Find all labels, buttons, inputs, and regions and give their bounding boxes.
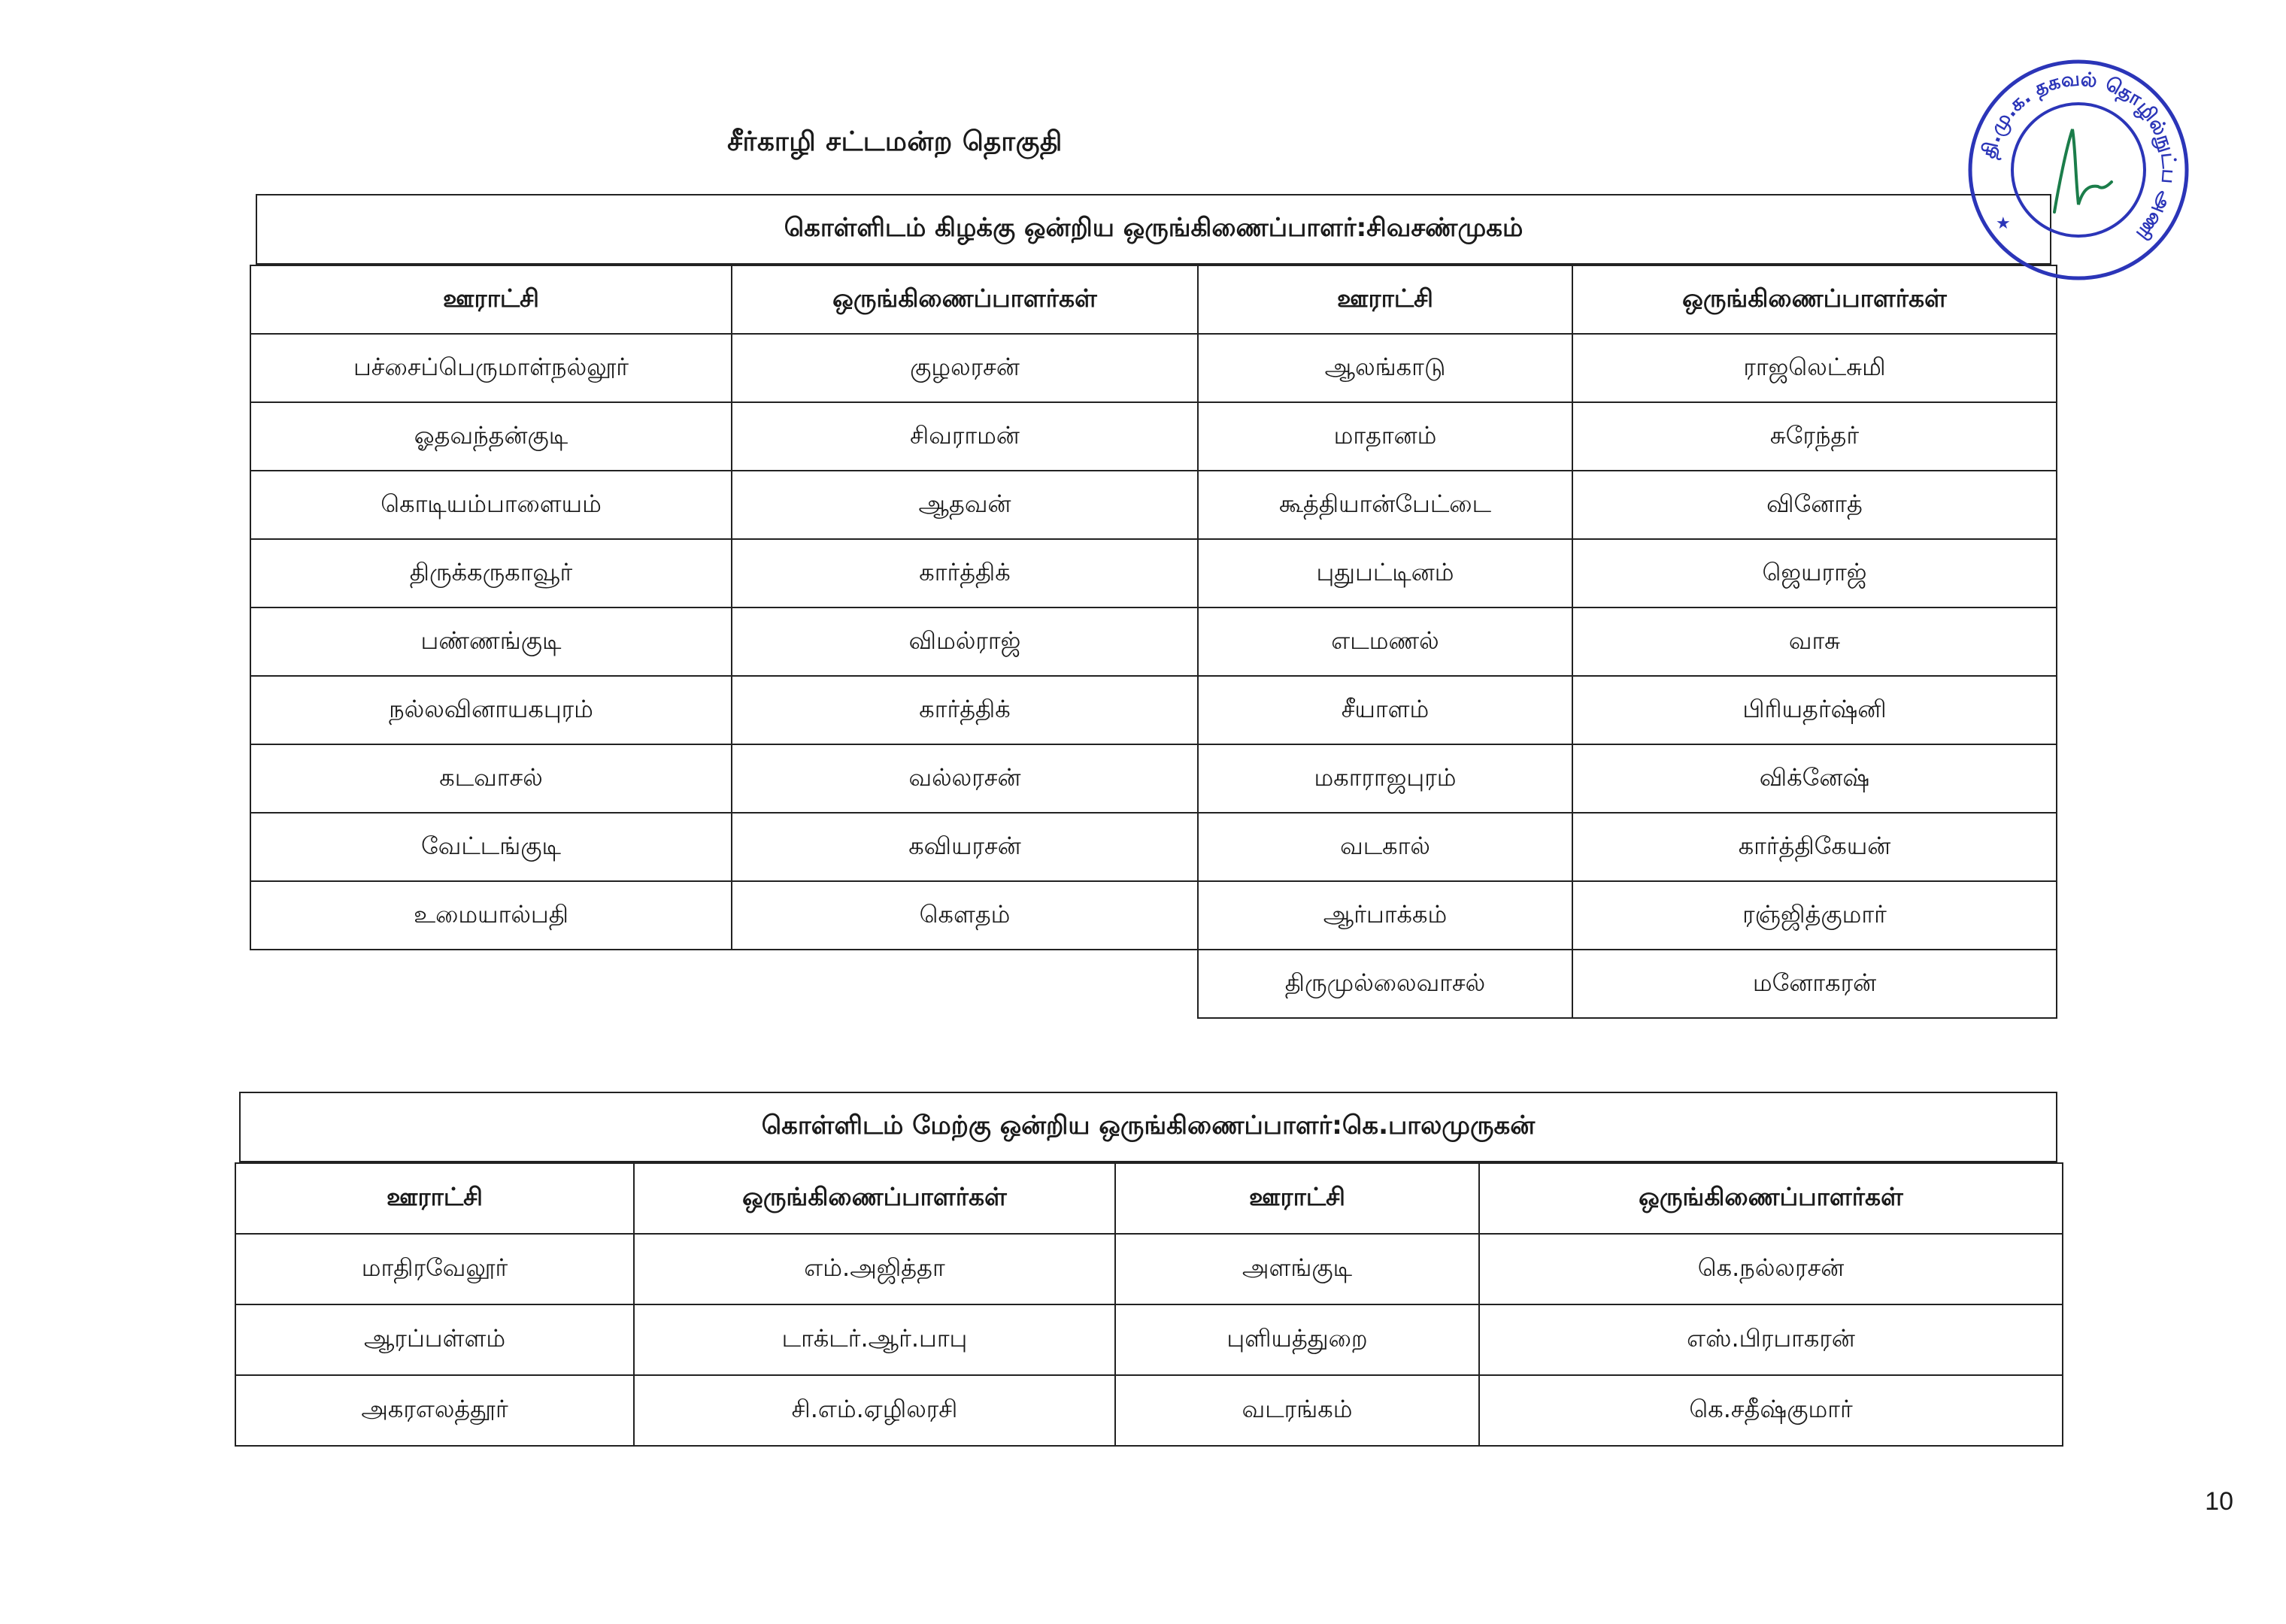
coordinator-cell: வல்லரசன் <box>732 744 1198 813</box>
panchayat-cell: ஓதவந்தன்குடி <box>250 402 732 471</box>
panchayat-cell: திருக்கருகாவூர் <box>250 539 732 607</box>
table-row <box>250 813 1198 881</box>
page-number: 10 <box>2205 1487 2233 1516</box>
table-row <box>1198 402 2057 471</box>
column-header-coordinators: ஒருங்கிணைப்பாளர்கள் <box>634 1163 1115 1234</box>
coordinator-cell: மனோகரன் <box>1572 950 2057 1018</box>
coordinator-cell: கார்த்திக் <box>732 539 1198 607</box>
coordinator-cell: குழலரசன் <box>732 334 1198 402</box>
coordinator-cell: சுரேந்தர் <box>1572 402 2057 471</box>
coordinator-cell: வினோத் <box>1572 471 2057 539</box>
column-header-panchayat: ஊராட்சி <box>1198 265 1572 334</box>
panchayat-cell: அளங்குடி <box>1115 1234 1479 1304</box>
panchayat-cell: மகாராஜபுரம் <box>1198 744 1572 813</box>
column-header-coordinators: ஒருங்கிணைப்பாளர்கள் <box>1479 1163 2063 1234</box>
panchayat-cell: உமையால்பதி <box>250 881 732 950</box>
coordinator-cell: ஜெயராஜ் <box>1572 539 2057 607</box>
coordinator-cell: கெ.சதீஷ்குமார் <box>1479 1375 2063 1446</box>
section1-header: கொள்ளிடம் கிழக்கு ஒன்றிய ஒருங்கிணைப்பாளர்:சிவசண்முகம் <box>256 194 2051 265</box>
seal-star-icon: ★ <box>1996 214 2011 233</box>
column-header-panchayat: ஊராட்சி <box>235 1163 634 1234</box>
panchayat-cell: அகரஎலத்தூர் <box>235 1375 634 1446</box>
coordinator-cell: கெ.நல்லரசன் <box>1479 1234 2063 1304</box>
table-row <box>1198 334 2057 402</box>
table-row <box>250 881 1198 950</box>
column-header-panchayat: ஊராட்சி <box>1115 1163 1479 1234</box>
coordinator-cell: கவியரசன் <box>732 813 1198 881</box>
table-row <box>1198 881 2057 950</box>
panchayat-cell: மாதானம் <box>1198 402 1572 471</box>
panchayat-cell: வேட்டங்குடி <box>250 813 732 881</box>
coordinator-cell: கௌதம் <box>732 881 1198 950</box>
seal-inner-ring <box>2012 104 2145 236</box>
panchayat-cell: ஆலங்காடு <box>1198 334 1572 402</box>
table-row <box>235 1304 2063 1375</box>
panchayat-cell: வடகால் <box>1198 813 1572 881</box>
section1-left-table <box>250 265 1199 950</box>
table-row <box>235 1234 2063 1304</box>
coordinator-cell: ரஞ்ஜித்குமார் <box>1572 881 2057 950</box>
coordinator-cell: எம்.அஜித்தா <box>634 1234 1115 1304</box>
section1-right-table <box>1197 265 2057 1019</box>
section2-table <box>235 1162 2063 1447</box>
table-row <box>1198 744 2057 813</box>
table-header-row <box>235 1163 2063 1234</box>
table-row <box>250 471 1198 539</box>
panchayat-cell: பச்சைப்பெருமாள்நல்லூர் <box>250 334 732 402</box>
table-row <box>250 402 1198 471</box>
coordinator-cell: ஆதவன் <box>732 471 1198 539</box>
table-row <box>250 607 1198 676</box>
table-row <box>1198 813 2057 881</box>
panchayat-cell: நல்லவினாயகபுரம் <box>250 676 732 744</box>
coordinator-cell: விமல்ராஜ் <box>732 607 1198 676</box>
coordinator-cell: வாசு <box>1572 607 2057 676</box>
section2-header: கொள்ளிடம் மேற்கு ஒன்றிய ஒருங்கிணைப்பாளர்:கெ.பாலமுருகன் <box>239 1092 2057 1162</box>
table-row <box>250 539 1198 607</box>
column-header-coordinators: ஒருங்கிணைப்பாளர்கள் <box>1572 265 2057 334</box>
panchayat-cell: கொடியம்பாளையம் <box>250 471 732 539</box>
table-row <box>1198 607 2057 676</box>
seal-outer-ring <box>1970 62 2187 278</box>
table-row <box>1198 676 2057 744</box>
panchayat-cell: கடவாசல் <box>250 744 732 813</box>
panchayat-cell: திருமுல்லைவாசல் <box>1198 950 1572 1018</box>
column-header-panchayat: ஊராட்சி <box>250 265 732 334</box>
panchayat-cell: பண்ணங்குடி <box>250 607 732 676</box>
table-row <box>1198 471 2057 539</box>
coordinator-cell: எஸ்.பிரபாகரன் <box>1479 1304 2063 1375</box>
panchayat-cell: புதுபட்டினம் <box>1198 539 1572 607</box>
panchayat-cell: ஆர்பாக்கம் <box>1198 881 1572 950</box>
table-row <box>250 744 1198 813</box>
page-title: சீர்காழி சட்டமன்ற தொகுதி <box>727 126 1063 157</box>
panchayat-cell: மாதிரவேலூர் <box>235 1234 634 1304</box>
organization-seal <box>1966 57 2191 283</box>
coordinator-cell: விக்னேஷ் <box>1572 744 2057 813</box>
table-header-row <box>250 265 1198 334</box>
seal-text: தி.மு.க. தகவல் தொழில்நுட்ப அணி <box>1977 68 2181 245</box>
table-row <box>235 1375 2063 1446</box>
panchayat-cell: ஆரப்பள்ளம் <box>235 1304 634 1375</box>
table-header-row <box>1198 265 2057 334</box>
coordinator-cell: சிவராமன் <box>732 402 1198 471</box>
panchayat-cell: வடரங்கம் <box>1115 1375 1479 1446</box>
panchayat-cell: கூத்தியான்பேட்டை <box>1198 471 1572 539</box>
table-row <box>250 334 1198 402</box>
signature-mark <box>2054 129 2112 212</box>
table-row <box>250 676 1198 744</box>
coordinator-cell: பிரியதர்ஷ்னி <box>1572 676 2057 744</box>
coordinator-cell: டாக்டர்.ஆர்.பாபு <box>634 1304 1115 1375</box>
coordinator-cell: கார்த்திகேயன் <box>1572 813 2057 881</box>
table-row <box>1198 539 2057 607</box>
column-header-coordinators: ஒருங்கிணைப்பாளர்கள் <box>732 265 1198 334</box>
table-row <box>1198 950 2057 1018</box>
coordinator-cell: சி.எம்.ஏழிலரசி <box>634 1375 1115 1446</box>
panchayat-cell: புளியத்துறை <box>1115 1304 1479 1375</box>
coordinator-cell: ராஜலெட்சுமி <box>1572 334 2057 402</box>
coordinator-cell: கார்த்திக் <box>732 676 1198 744</box>
panchayat-cell: சீயாளம் <box>1198 676 1572 744</box>
panchayat-cell: எடமணல் <box>1198 607 1572 676</box>
